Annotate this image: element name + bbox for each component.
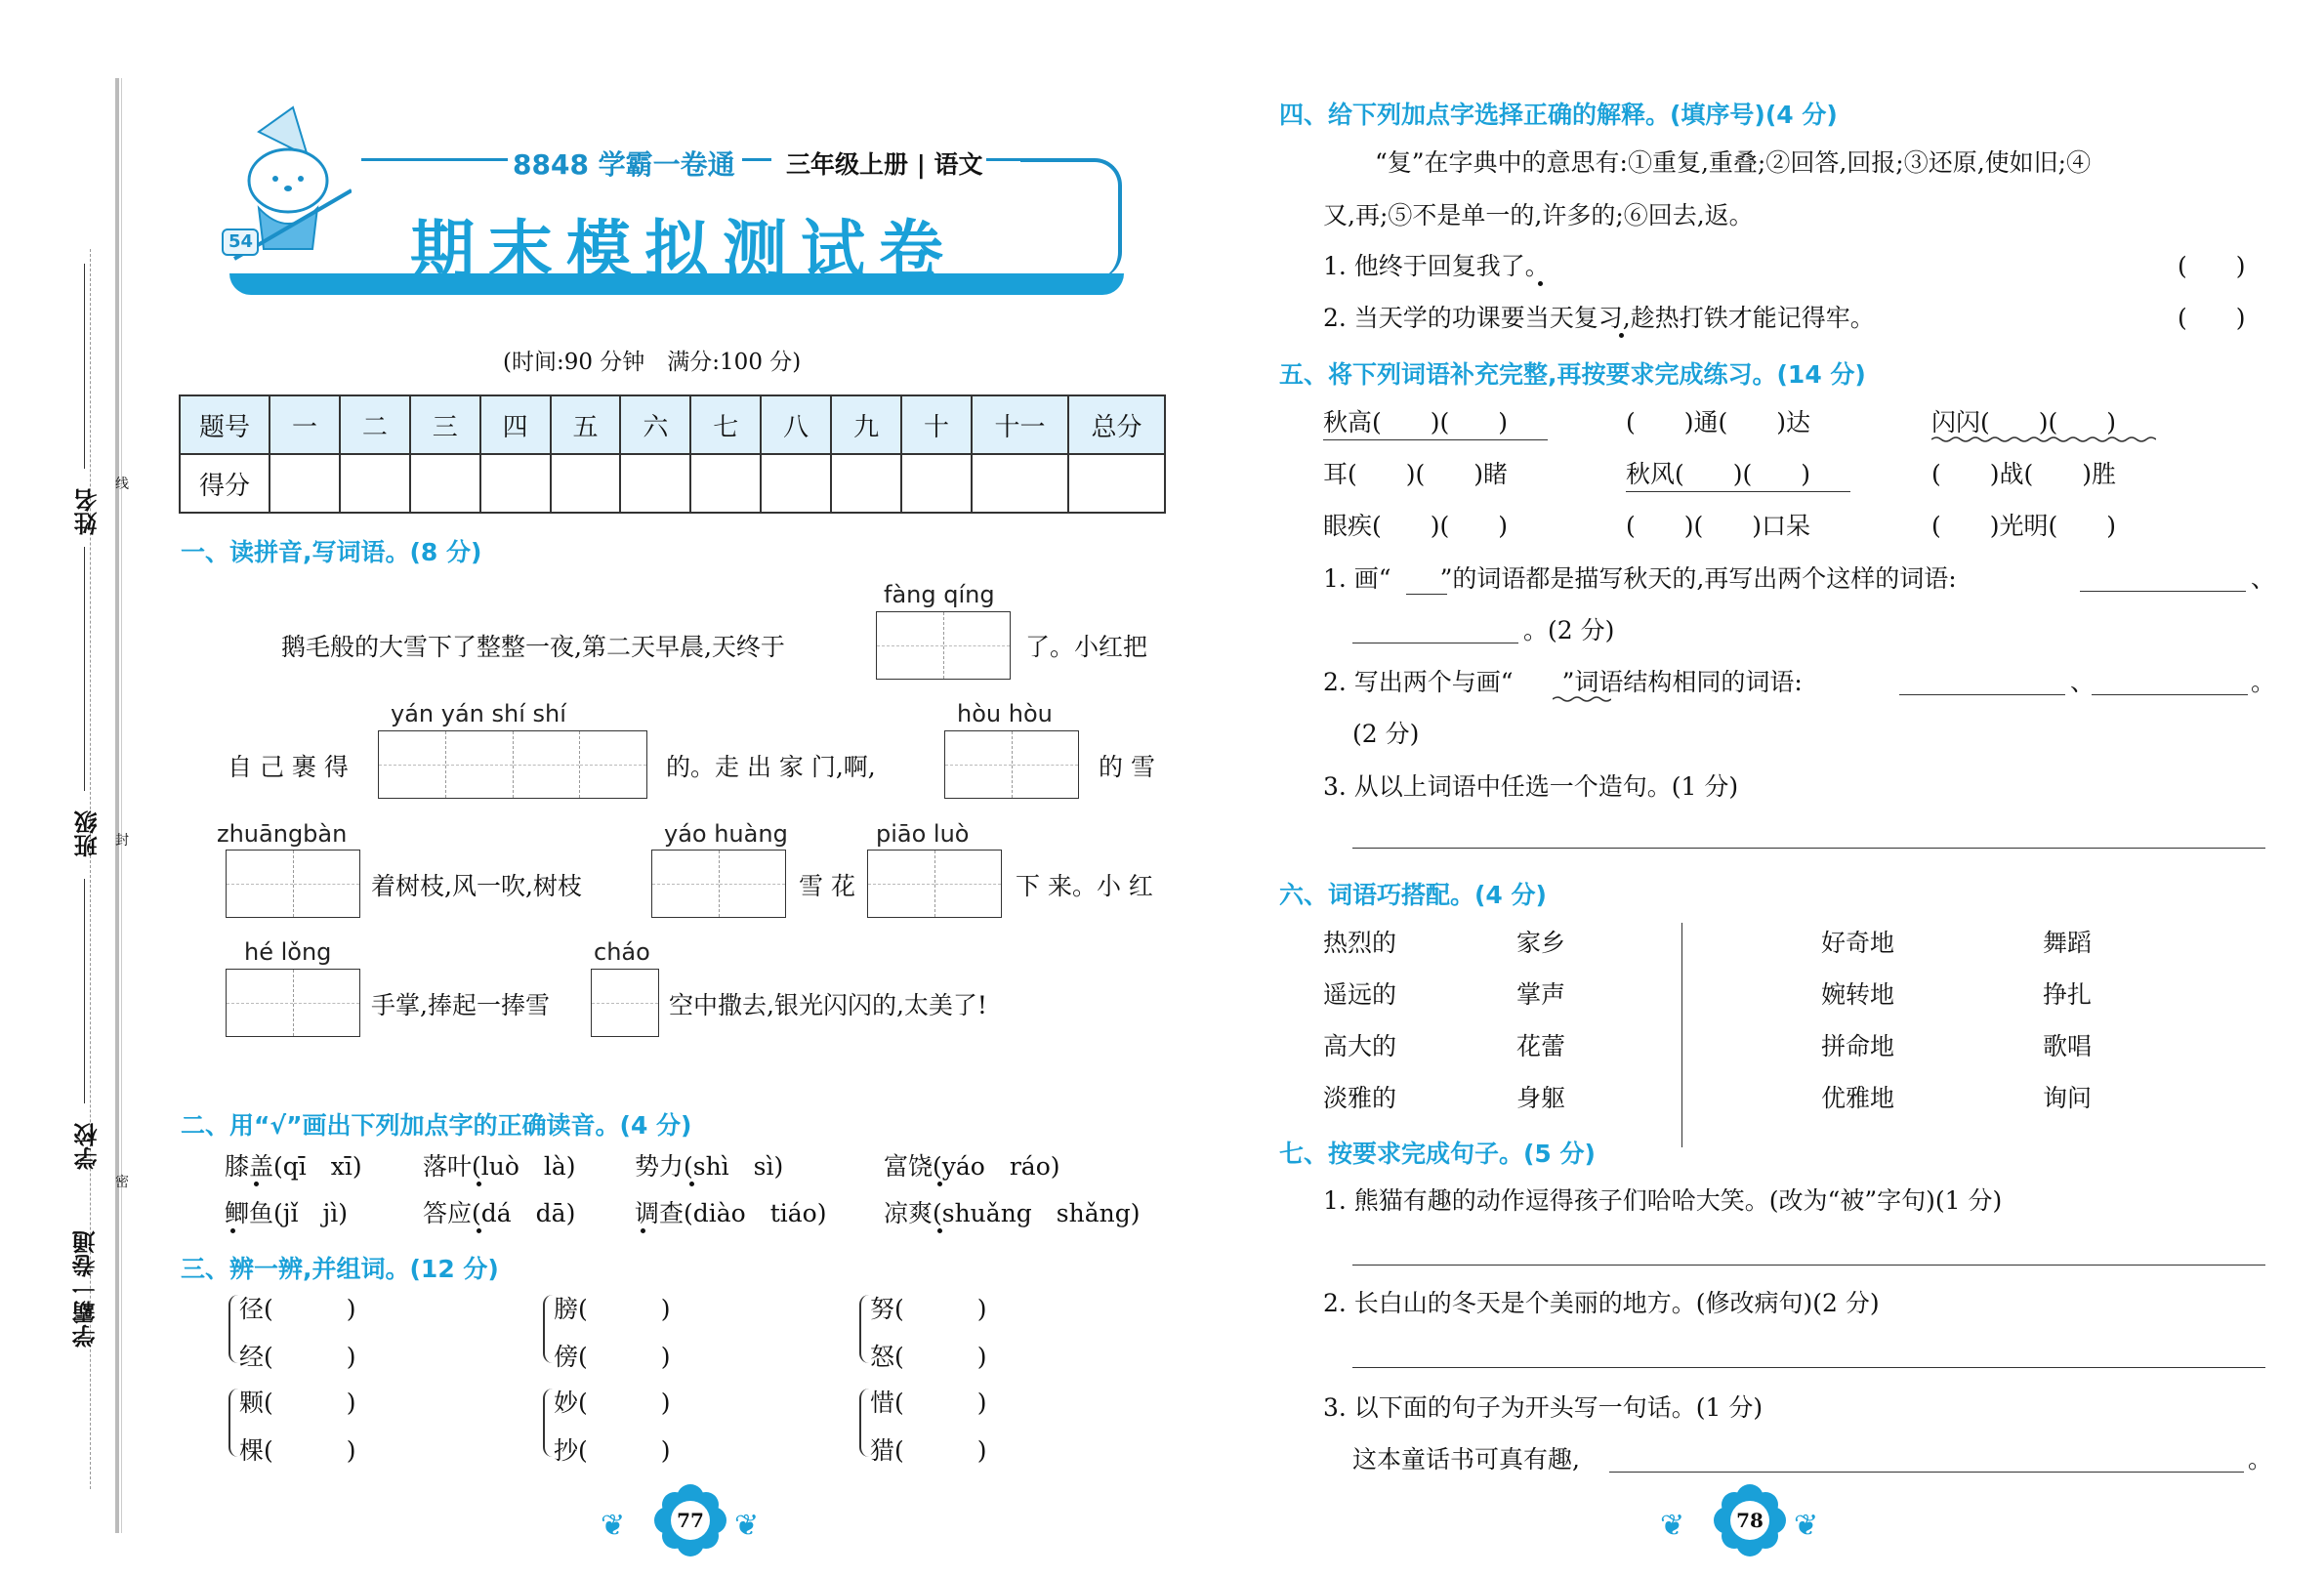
s5-period: 。 xyxy=(2251,668,2276,696)
score-cell[interactable] xyxy=(972,454,1068,513)
s6-word[interactable]: 家乡 xyxy=(1516,929,1566,957)
s1-grid-1[interactable] xyxy=(876,611,1011,680)
s6-word[interactable]: 优雅地 xyxy=(1821,1084,1895,1112)
score-cell[interactable] xyxy=(831,454,901,513)
section6-title: 六、词语巧搭配。(4 分) xyxy=(1279,881,1547,909)
s4-q1: 1. 他终于回复我了。 xyxy=(1323,252,1550,280)
s5-q1-end: 。(2 分) xyxy=(1523,616,1615,644)
score-header: 五 xyxy=(551,395,621,454)
s1-pinyin-7: hé lǒng xyxy=(244,938,332,966)
s5-answer-line[interactable] xyxy=(1899,694,2065,695)
score-header: 十一 xyxy=(972,395,1068,454)
s4-def-line2: 又,再;⑤不是单一的,许多的;⑥回去,返。 xyxy=(1323,201,1754,229)
section3-title: 三、辨一辨,并组词。(12 分) xyxy=(181,1255,499,1283)
s5-q2-score: (2 分) xyxy=(1352,720,1420,748)
s1-pinyin-1: fàng qíng xyxy=(884,581,995,608)
s5-q1: 1. 画“ ”的词语都是描写秋天的,再写出两个这样的词语: xyxy=(1323,564,1957,593)
s3-item: 傍( ) xyxy=(554,1343,671,1371)
s2-item: 膝盖(qī xī) xyxy=(225,1152,362,1181)
section2-title: 二、用“√”画出下列加点字的正确读音。(4 分) xyxy=(181,1111,692,1140)
s3-item: 径( ) xyxy=(239,1295,356,1323)
s5-word: ( )光明( ) xyxy=(1931,512,2117,540)
s2-item: 答应(dá dā) xyxy=(423,1199,576,1227)
s5-word: ( )( )口呆 xyxy=(1626,512,1811,540)
score-cell[interactable] xyxy=(340,454,410,513)
s1-line1-after: 了。小红把 xyxy=(1025,633,1148,661)
s3-item: 抄( ) xyxy=(554,1436,671,1465)
s1-pinyin-3: hòu hòu xyxy=(957,700,1053,727)
score-header: 总分 xyxy=(1068,395,1165,454)
s1-line3-mid2: 雪 花 xyxy=(799,872,855,900)
s5-answer-line[interactable] xyxy=(2092,694,2248,695)
section5-title: 五、将下列词语补充完整,再按要求完成练习。(14 分) xyxy=(1279,360,1866,389)
s3-item: 努( ) xyxy=(870,1295,987,1323)
s2-item: 调查(diào tiáo) xyxy=(635,1199,827,1227)
header-banner xyxy=(215,103,1133,317)
score-cell[interactable] xyxy=(551,454,621,513)
s3-item: 膀( ) xyxy=(554,1295,671,1323)
s1-pinyin-8: cháo xyxy=(594,938,650,966)
s1-pinyin-5: yáo huàng xyxy=(664,820,788,848)
score-cell[interactable] xyxy=(620,454,690,513)
s1-line4-after: 空中撒去,银光闪闪的,太美了! xyxy=(669,991,987,1019)
score-cell[interactable] xyxy=(270,454,340,513)
score-cell[interactable] xyxy=(901,454,972,513)
s5-sentence-line[interactable] xyxy=(1352,848,2265,849)
s5-word: 闪闪( )( ) xyxy=(1931,408,2117,436)
s1-pinyin-4: zhuāngbàn xyxy=(217,820,348,848)
page-number-text: 77 xyxy=(677,1509,704,1532)
score-table xyxy=(179,394,1166,514)
s6-word[interactable]: 遥远的 xyxy=(1323,980,1397,1009)
score-header: 一 xyxy=(270,395,340,454)
page-number-left xyxy=(654,1484,726,1556)
s3-item: 妙( ) xyxy=(554,1389,671,1417)
s2-item: 富饶(yáo ráo) xyxy=(884,1152,1060,1181)
score-cell[interactable] xyxy=(690,454,761,513)
s1-line3-mid1: 着树枝,风一吹,树枝 xyxy=(371,872,582,900)
s5-comma: 、 xyxy=(2070,668,2096,696)
sprout-icon: ❦ xyxy=(1660,1509,1685,1543)
s1-grid-5[interactable] xyxy=(651,850,786,918)
s3-item: 颗( ) xyxy=(239,1389,356,1417)
s6-word[interactable]: 舞蹈 xyxy=(2043,929,2093,957)
name-label: 姓名 xyxy=(74,488,102,535)
mascot-badge: 54 xyxy=(228,231,254,252)
section4-title: 四、给下列加点字选择正确的解释。(填序号)(4 分) xyxy=(1279,101,1838,129)
s3-item: 怒( ) xyxy=(870,1343,987,1371)
brand-vertical: 学霸一卷通 xyxy=(72,1230,100,1348)
score-row-label: 得分 xyxy=(180,454,270,513)
s2-item: 落叶(luò là) xyxy=(423,1152,576,1181)
sprout-icon: ❦ xyxy=(601,1509,626,1543)
s1-grid-8[interactable] xyxy=(591,969,659,1037)
s1-line3-after: 下 来。小 红 xyxy=(1016,872,1153,900)
s5-word: ( )通( )达 xyxy=(1626,408,1811,436)
s1-grid-3[interactable] xyxy=(944,730,1079,799)
s7-q3: 3. 以下面的句子为开头写一句话。(1 分) xyxy=(1323,1393,1764,1422)
s1-pinyin-2: yán yán shí shí xyxy=(391,700,566,727)
score-header: 三 xyxy=(410,395,480,454)
score-header: 题号 xyxy=(180,395,270,454)
s1-grid-2[interactable] xyxy=(378,730,647,799)
score-header: 八 xyxy=(761,395,831,454)
score-header: 六 xyxy=(620,395,690,454)
s6-word[interactable]: 掌声 xyxy=(1516,980,1566,1009)
cut-mark-seal: 封 xyxy=(115,833,129,849)
page-title: 期末模拟测试卷 xyxy=(410,213,957,288)
s1-line2-mid: 的。走 出 家 门,啊, xyxy=(666,753,876,781)
s6-word[interactable]: 婉转地 xyxy=(1821,980,1895,1009)
brand-label: 8848 学霸一卷通 xyxy=(513,148,735,181)
s6-word[interactable]: 歌唱 xyxy=(2043,1032,2093,1060)
s3-item: 惜( ) xyxy=(870,1389,987,1417)
exam-meta: (时间:90 分钟 满分:100 分) xyxy=(503,350,802,375)
score-cell[interactable] xyxy=(410,454,480,513)
s1-line2-before: 自 己 裹 得 xyxy=(228,753,349,781)
section7-title: 七、按要求完成句子。(5 分) xyxy=(1279,1140,1596,1168)
sprout-icon: ❦ xyxy=(1794,1509,1819,1543)
s7-q1: 1. 熊猫有趣的动作逗得孩子们哈哈大笑。(改为“被”字句)(1 分) xyxy=(1323,1186,2003,1215)
score-header: 七 xyxy=(690,395,761,454)
score-cell[interactable] xyxy=(480,454,551,513)
sprout-icon: ❦ xyxy=(734,1509,760,1543)
s6-divider xyxy=(1681,923,1682,1147)
s6-word[interactable]: 热烈的 xyxy=(1323,929,1397,957)
score-header: 二 xyxy=(340,395,410,454)
page-number-text: 78 xyxy=(1736,1509,1764,1532)
s1-pinyin-6: piāo luò xyxy=(876,820,970,848)
s3-item: 经( ) xyxy=(239,1343,356,1371)
s3-item: 猎( ) xyxy=(870,1436,987,1465)
s6-word[interactable]: 拼命地 xyxy=(1821,1032,1895,1060)
s2-item: 凉爽(shuǎng shǎng) xyxy=(884,1199,1141,1227)
s5-q2: 2. 写出两个与画“ ”词语结构相同的词语: xyxy=(1323,668,1803,696)
s1-line1-before: 鹅毛般的大雪下了整整一夜,第二天早晨,天终于 xyxy=(281,633,785,661)
cut-mark-secret: 密 xyxy=(115,1175,129,1190)
s6-word[interactable]: 询问 xyxy=(2043,1084,2093,1112)
s1-line2-after: 的 雪 xyxy=(1099,753,1155,781)
s7-q3-start: 这本童话书可真有趣, xyxy=(1352,1445,1580,1473)
s3-item: 棵( ) xyxy=(239,1436,356,1465)
s5-word: 秋高( )( ) xyxy=(1323,408,1509,436)
s1-grid-7[interactable] xyxy=(226,969,360,1037)
s6-word[interactable]: 身躯 xyxy=(1516,1084,1566,1112)
score-header: 四 xyxy=(480,395,551,454)
s1-line4-mid: 手掌,捧起一捧雪 xyxy=(371,991,550,1019)
section1-title: 一、读拼音,写词语。(8 分) xyxy=(181,538,482,566)
s5-word: 秋风( )( ) xyxy=(1626,460,1811,488)
cut-mark-line: 线 xyxy=(115,477,129,492)
binding-margin xyxy=(0,0,137,1577)
s5-answer-line[interactable] xyxy=(2080,591,2246,592)
s6-word[interactable]: 好奇地 xyxy=(1821,929,1895,957)
s4-def-line1: “复”在字典中的意思有:①重复,重叠;②回答,回报;③还原,使如旧;④ xyxy=(1375,148,2092,177)
s7-answer-line[interactable] xyxy=(1609,1472,2244,1473)
s7-answer-line[interactable] xyxy=(1352,1367,2265,1368)
school-label: 学校 xyxy=(74,1123,102,1170)
s6-word[interactable]: 花蕾 xyxy=(1516,1032,1566,1060)
s2-item: 鲫鱼(jǐ jì) xyxy=(225,1199,349,1227)
score-cell[interactable] xyxy=(1068,454,1165,513)
s6-word[interactable]: 淡雅的 xyxy=(1323,1084,1397,1112)
s5-word: 耳( )( )睹 xyxy=(1323,460,1509,488)
s7-period: 。 xyxy=(2248,1445,2273,1473)
s5-word: ( )战( )胜 xyxy=(1931,460,2117,488)
s5-word: 眼疾( )( ) xyxy=(1323,512,1509,540)
score-header: 九 xyxy=(831,395,901,454)
class-label: 班级 xyxy=(74,810,102,857)
grade-subject: 三年级上册 | 语文 xyxy=(786,150,983,179)
s5-comma: 、 xyxy=(2251,564,2276,593)
s6-word[interactable]: 挣扎 xyxy=(2043,980,2093,1009)
s7-answer-line[interactable] xyxy=(1352,1265,2265,1266)
s1-grid-6[interactable] xyxy=(867,850,1002,918)
score-cell[interactable] xyxy=(761,454,831,513)
s6-word[interactable]: 高大的 xyxy=(1323,1032,1397,1060)
s4-q2: 2. 当天学的功课要当天复习,趁热打铁才能记得牢。 xyxy=(1323,304,1875,332)
score-header: 十 xyxy=(901,395,972,454)
s5-q3: 3. 从以上词语中任选一个造句。(1 分) xyxy=(1323,772,1739,801)
s2-item: 势力(shì sì) xyxy=(635,1152,784,1181)
s7-q2: 2. 长白山的冬天是个美丽的地方。(修改病句)(2 分) xyxy=(1323,1289,1880,1317)
s1-grid-4[interactable] xyxy=(226,850,360,918)
s4-answer-2[interactable]: ( ) xyxy=(2178,304,2246,332)
page-number-right xyxy=(1714,1484,1786,1556)
s4-answer-1[interactable]: ( ) xyxy=(2178,252,2246,280)
